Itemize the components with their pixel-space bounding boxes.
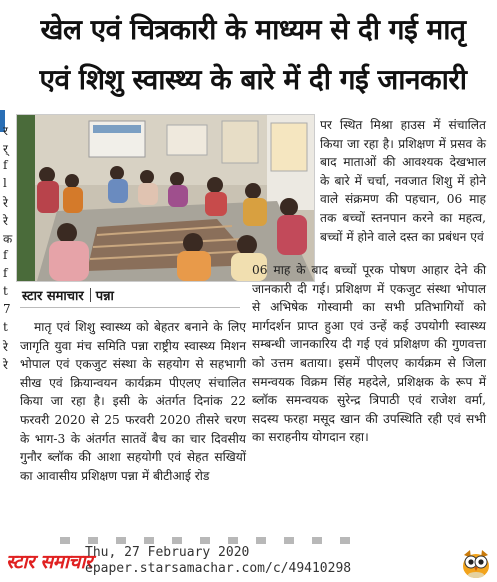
article-paragraph: पर स्थित मिश्रा हाउस में संचालित किया जा रहा है। प्रशिक्षण में प्रसव के बाद माताओं की आवश्यक देखभाल के बारे में चर्चा, नवजात शिशु में होने वाले संक्रमण की पहचान, 06 माह तक बच्चों स्तनपान करने का महत्व, बच्चों में होने वाले दस्त का प्रबंधन एवं <box>320 118 486 244</box>
byline-divider <box>90 288 91 302</box>
byline-rule <box>20 307 240 308</box>
article-photo <box>16 114 315 282</box>
clip-char: t <box>3 284 8 298</box>
clip-char: t <box>3 320 8 334</box>
clip-char: l <box>3 176 7 190</box>
clip-char: रे <box>3 358 8 372</box>
clip-char: क <box>3 232 13 246</box>
edition-url[interactable]: epaper.starsamachar.com/c/49410298 <box>85 561 352 576</box>
training-session-photo <box>17 115 314 281</box>
owl-icon <box>461 547 491 579</box>
clip-char: रे <box>3 214 8 228</box>
clip-char: रे <box>3 340 8 354</box>
headline-line-2: एवं शिशु स्वास्थ्य के बारे में दी गई जानकारी <box>39 63 467 96</box>
article-column-right <box>320 116 486 246</box>
article-paragraph: मातृ एवं शिशु स्वास्थ्य को बेहतर बनाने के लिए जागृति युवा मंच समिति पन्ना राष्ट्रीय स्वास्थ्य मिशन भोपाल एवं एकजुट संस्था के सहयोग से सहभागी सीख एवं क्रियान्वयन कार्यक्रम पीएलए संचालित किया जा रहा है। इसी के अंतर्गत दिनांक 22 फरवरी 2020 से 25 फरवरी 2020 तीसरे चरण के भाग-3 के अंतर्गत सातवें बैच का चार दिवसीय गुनौर ब्लॉक की आशा सहयोगी एवं सेहत सखियों का आवासीय प्रशिक्षण पन्ना में बीटीआई रोड <box>20 320 246 483</box>
brand-logo: स्टार समाचार <box>6 551 93 573</box>
clip-char: 7 <box>3 302 11 316</box>
article-paragraph: 06 माह के बाद बच्चों पूरक पोषण आहार देने की जानकारी दी गई। प्रशिक्षण में एकजुट संस्था भोपाल से अभिषेक गोस्वामी का सभी प्रतिभागियों को मार्गदर्शन प्राप्त हुआ एवं उन्हें कई उपयोगी स्वास्थ्य सम्बन्धी जानकारिय दी गई एवं प्रशिक्षण की गुणवत्ता को उत्तम बताया। इसमें पीएलए कार्यक्रम से जिला समन्वयक विक्रम सिंह महदेले, प्रशिक्षक के रूप में ब्लॉक समन्वयक सुरेन्द्र त्रिपाठी एवं राजेश वर्मा, सदस्य फरहा मसूद खान की उपस्थिति रही एवं सभी का सराहनीय योगदान रहा। <box>252 263 486 445</box>
headline <box>16 6 490 106</box>
byline-source: स्टार समाचार <box>22 289 84 304</box>
headline-line-1: खेल एवं चित्रकारी के माध्यम से दी गई मातृ <box>40 13 466 46</box>
clip-char: रे <box>3 196 8 210</box>
clip-char: र <box>3 124 8 138</box>
article-column-wide <box>252 261 486 447</box>
clip-char: र् <box>3 142 8 156</box>
epaper-footer <box>0 544 497 582</box>
article-column-left <box>20 318 246 485</box>
byline <box>22 286 114 306</box>
edition-date: Thu, 27 February 2020 <box>85 545 250 560</box>
clip-char: f <box>3 266 8 280</box>
clip-char: f <box>3 248 8 262</box>
clip-char: f <box>3 158 8 172</box>
adjacent-article-clip <box>0 110 14 470</box>
byline-place: पन्ना <box>95 289 114 304</box>
